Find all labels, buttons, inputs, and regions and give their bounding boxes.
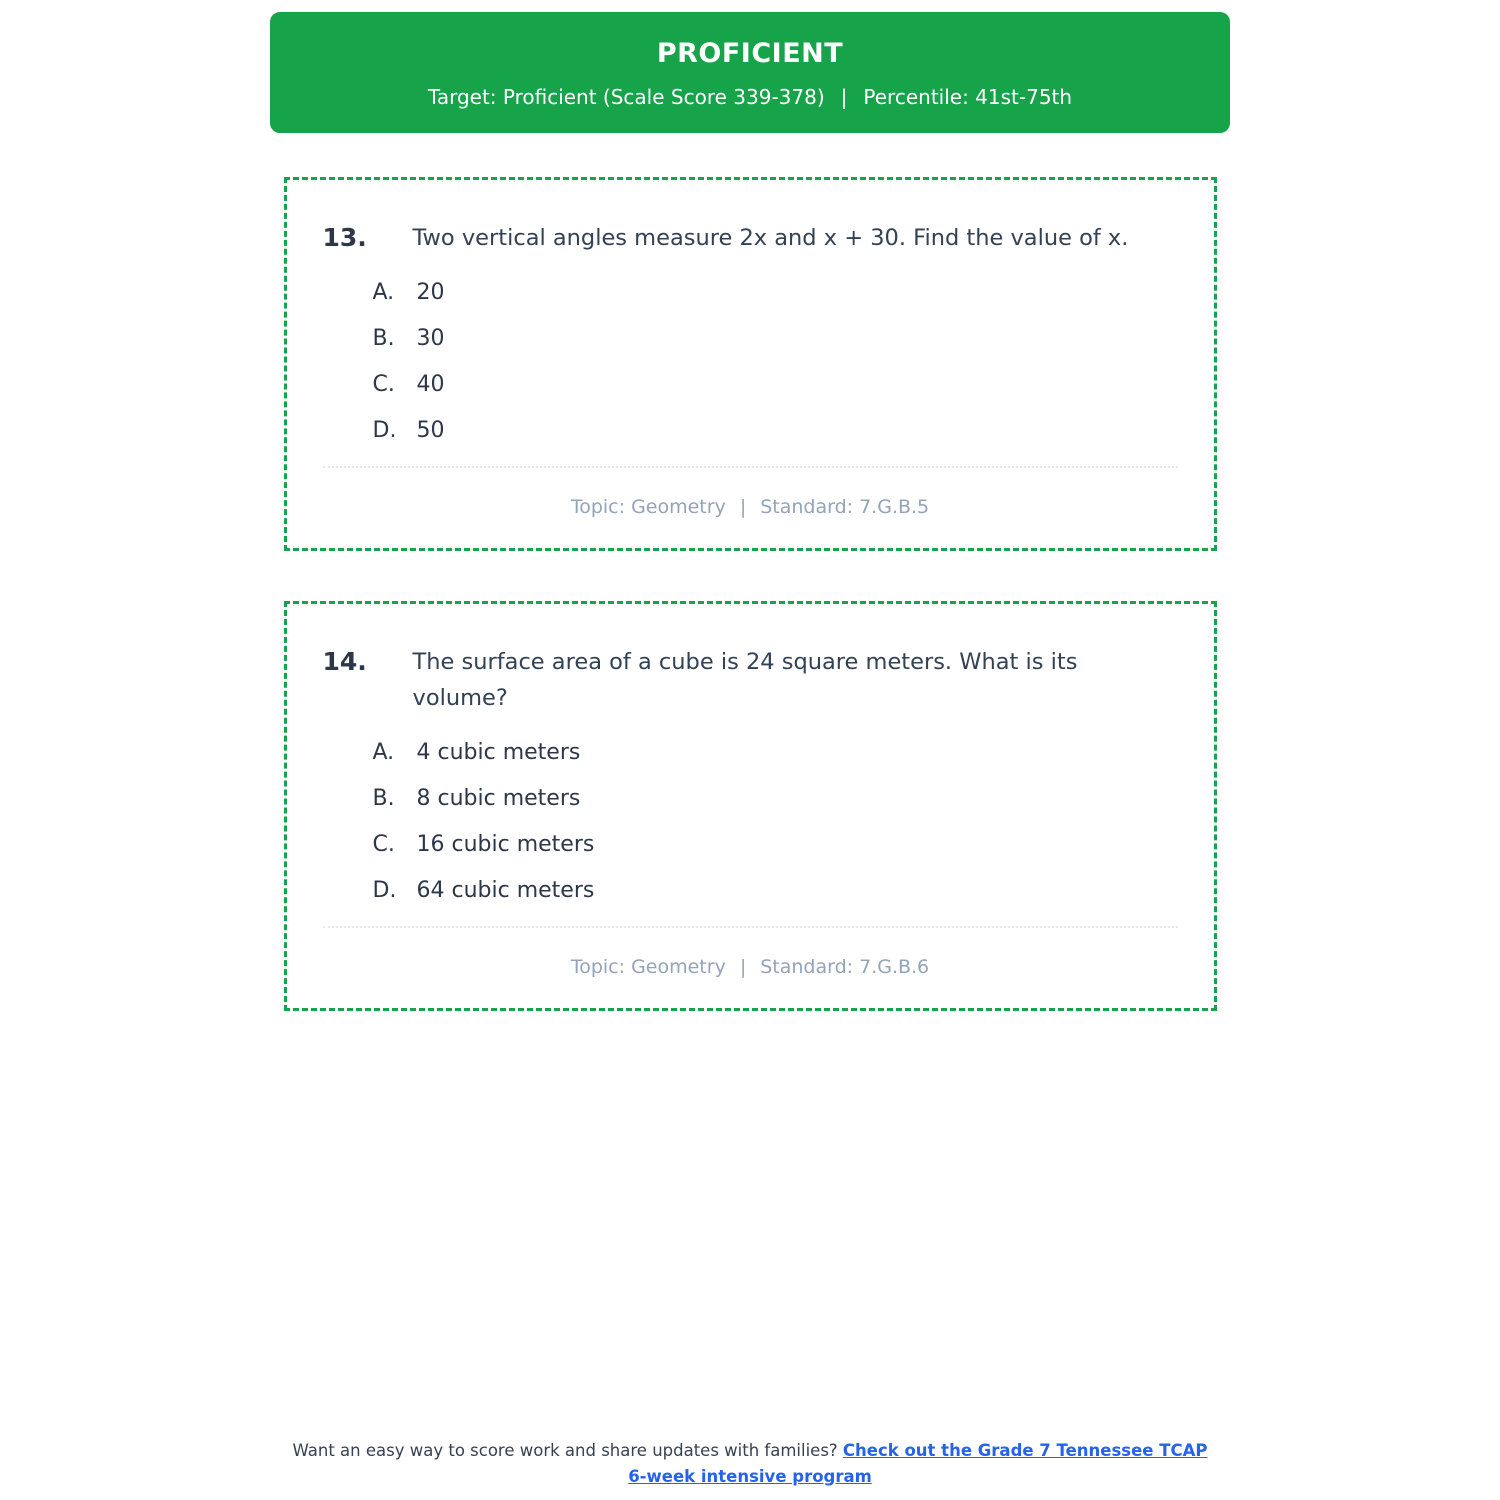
footer-prefix: Want an easy way to score work and share updates with families? <box>292 1441 843 1460</box>
banner-subtitle <box>290 85 1210 109</box>
option-text: 40 <box>416 372 445 398</box>
option-letter: B. <box>372 786 395 812</box>
option-b <box>373 328 1178 350</box>
footer <box>0 1438 1500 1489</box>
question-number: 14. <box>322 647 367 677</box>
option-text: 50 <box>416 418 445 444</box>
option-a <box>373 742 1178 764</box>
option-letter: D. <box>372 878 397 904</box>
footer-program-link[interactable]: Check out the Grade 7 Tennessee TCAP 6-week intensive program <box>628 1441 1208 1486</box>
option-c <box>373 374 1178 396</box>
banner-target-text: Target: Proficient (Scale Score 339-378) <box>427 85 825 109</box>
question-row <box>323 644 1178 716</box>
proficiency-banner <box>270 12 1230 133</box>
option-letter: A. <box>372 280 395 306</box>
option-a <box>373 282 1178 304</box>
meta-separator: | <box>739 496 747 519</box>
footer-promo-text <box>285 1438 1215 1489</box>
standard-label: Standard: 7.G.B.5 <box>760 496 930 519</box>
option-text: 30 <box>416 326 445 352</box>
question-text: Two vertical angles measure 2x and x + 30. Find the value of x. <box>412 225 1129 251</box>
option-c <box>373 834 1178 856</box>
question-row <box>323 220 1178 256</box>
option-letter: A. <box>372 740 395 766</box>
question-text: The surface area of a cube is 24 square meters. What is its volume? <box>412 649 1078 712</box>
option-letter: C. <box>372 832 395 858</box>
option-text: 8 cubic meters <box>416 786 581 812</box>
option-letter: D. <box>372 418 397 444</box>
option-text: 20 <box>416 280 445 306</box>
topic-label: Topic: Geometry <box>570 956 726 979</box>
option-letter: B. <box>372 326 395 352</box>
content-column <box>270 0 1230 1011</box>
option-text: 64 cubic meters <box>416 878 595 904</box>
standard-label: Standard: 7.G.B.6 <box>760 956 930 979</box>
option-text: 16 cubic meters <box>416 832 595 858</box>
question-meta <box>323 496 1178 518</box>
banner-title: PROFICIENT <box>656 38 844 69</box>
question-card-14 <box>284 601 1217 1011</box>
options-list <box>373 742 1178 902</box>
question-meta <box>323 956 1178 978</box>
option-d <box>373 880 1178 902</box>
meta-separator-line <box>323 466 1178 468</box>
topic-label: Topic: Geometry <box>570 496 726 519</box>
question-card-13 <box>284 177 1217 551</box>
question-number: 13. <box>322 223 367 252</box>
banner-percentile-text: Percentile: 41st-75th <box>863 85 1073 109</box>
option-d <box>373 420 1178 442</box>
meta-separator-line <box>323 926 1178 928</box>
option-text: 4 cubic meters <box>416 740 581 766</box>
banner-subtitle-separator: | <box>840 85 848 109</box>
option-letter: C. <box>372 372 395 398</box>
meta-separator: | <box>739 956 747 979</box>
option-b <box>373 788 1178 810</box>
options-list <box>373 282 1178 442</box>
